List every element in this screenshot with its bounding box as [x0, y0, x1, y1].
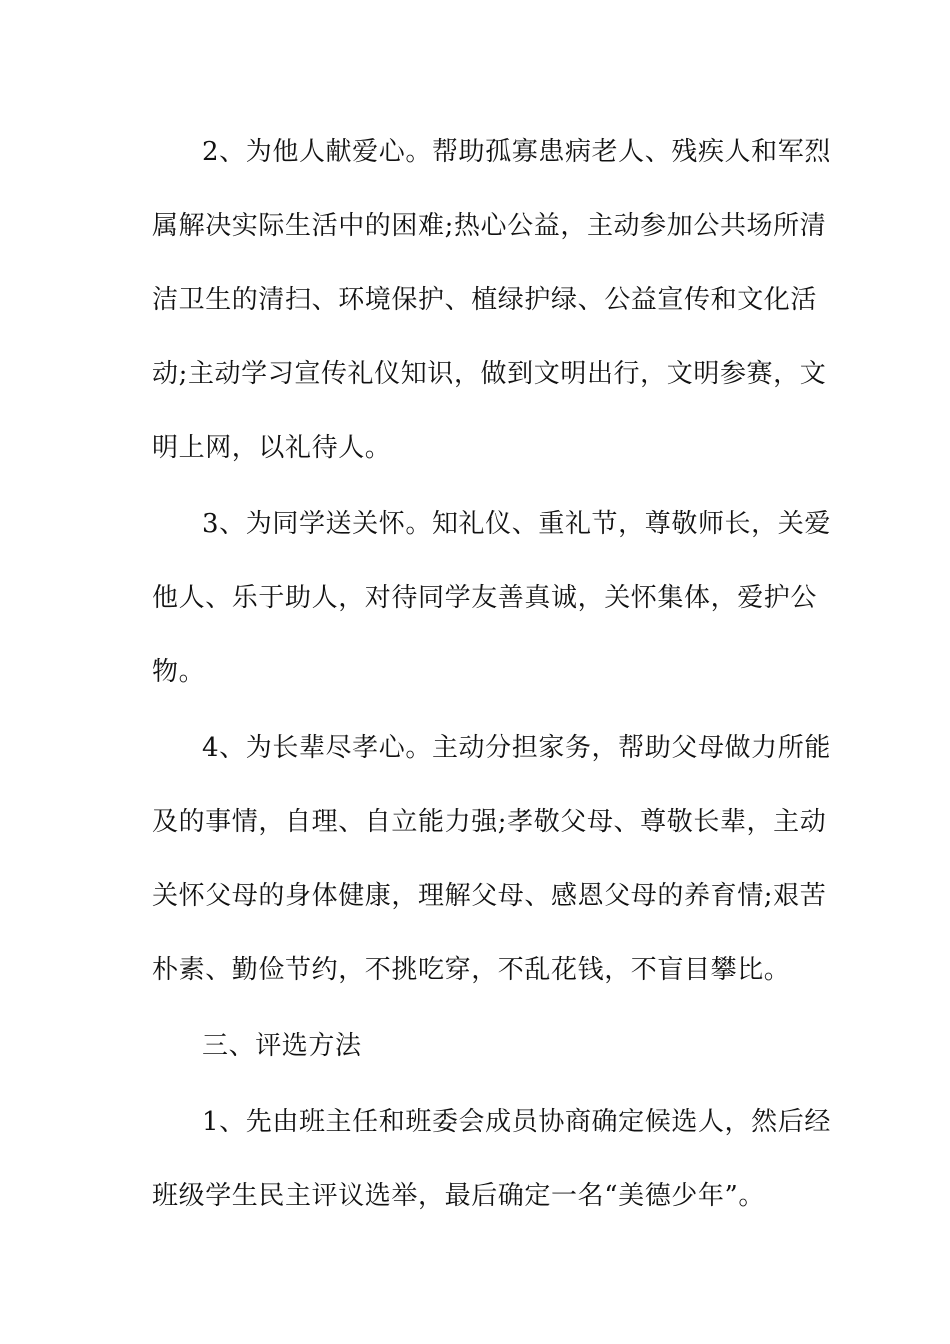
- paragraph-3-line-2: 他人、乐于助人，对待同学友善真诚，关怀集体，爱护公: [152, 583, 818, 613]
- paragraph-2-line-4: 动;主动学习宣传礼仪知识，做到文明出行，文明参赛，文: [152, 359, 827, 389]
- paragraph-4-line-4: 朴素、勤俭节约，不挑吃穿，不乱花钱，不盲目攀比。: [152, 955, 791, 985]
- paragraph-3-line-1: 3、为同学送关怀。知礼仪、重礼节，尊敬师长，关爱: [202, 509, 831, 539]
- paragraph-4-line-3: 关怀父母的身体健康，理解父母、感恩父母的养育情;艰苦: [152, 881, 827, 911]
- paragraph-4-line-2: 及的事情，自理、自立能力强;孝敬父母、尊敬长辈，主动: [152, 807, 827, 837]
- paragraph-2-line-2: 属解决实际生活中的困难;热心公益，主动参加公共场所清: [152, 211, 827, 241]
- paragraph-2-line-1: 2、为他人献爱心。帮助孤寡患病老人、残疾人和军烈: [202, 137, 831, 167]
- section-heading: 三、评选方法: [202, 1031, 362, 1061]
- method-1-line-1: 1、先由班主任和班委会成员协商确定候选人，然后经: [202, 1107, 831, 1137]
- paragraph-2-line-3: 洁卫生的清扫、环境保护、植绿护绿、公益宣传和文化活: [152, 285, 818, 315]
- paragraph-3-line-3: 物。: [152, 657, 206, 687]
- paragraph-2-line-5: 明上网，以礼待人。: [152, 433, 392, 463]
- paragraph-4-line-1: 4、为长辈尽孝心。主动分担家务，帮助父母做力所能: [202, 733, 831, 763]
- method-1-line-2: 班级学生民主评议选举，最后确定一名“美德少年”。: [152, 1181, 765, 1211]
